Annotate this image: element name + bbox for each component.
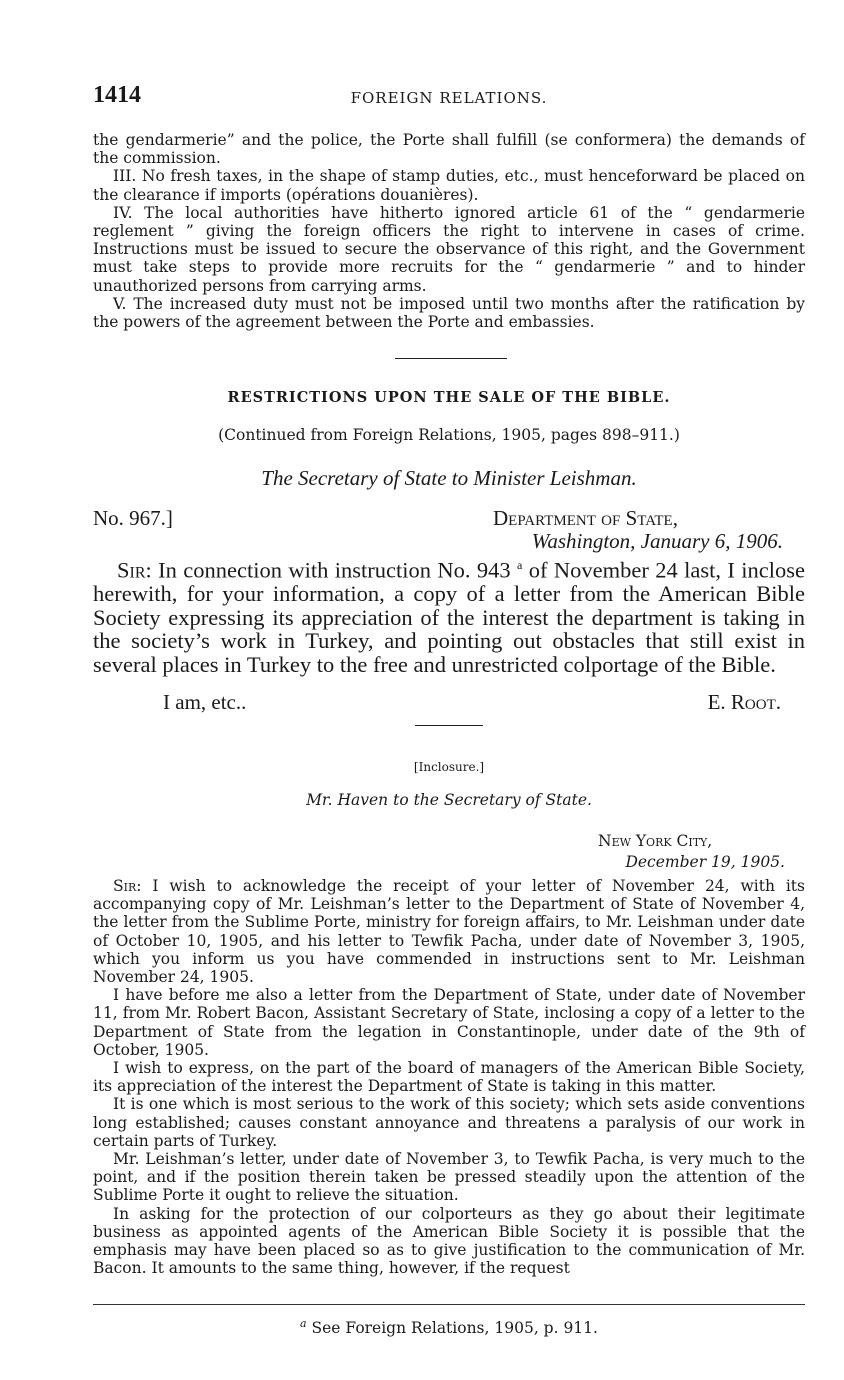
inclosure-heading: Mr. Haven to the Secretary of State. [306, 791, 592, 809]
inclosure-paragraph: In asking for the protection of our colporteurs as they go about their legitimate business as appointed agents of the American Bible Society it is possible that the emphasis may have been placed so as to give justification to the communication of Mr. Bacon. It amounts to the same thing, however, if the request [93, 1204, 805, 1278]
inclosure-date: December 19, 1905. [625, 853, 785, 871]
letter-salutation: Sir: [117, 557, 152, 583]
section-divider [395, 358, 507, 359]
letter-number: No. 967.] [93, 506, 173, 530]
intro-paragraph: V. The increased duty must not be imposed until two months after the ratification by the powers of the agreement between the Porte and embassies. [93, 294, 805, 332]
section-continued-note: (Continued from Foreign Relations, 1905, pages 898–911.) [218, 426, 680, 444]
footnote-rule [93, 1304, 805, 1305]
letter-department: Department of State, [493, 506, 678, 530]
letter-signature: E. Root. [707, 690, 781, 714]
inclosure-paragraph-text: I wish to acknowledge the receipt of your letter of November 24, with its accompanying copy of Mr. Leishman’s letter to the Department of State of November 4, the letter from the Sublime Porte, ministry for foreign affairs, to Mr. Leishman under date of October 10, 1905, and his letter to Tewfik Pacha, under date of November 3, 1905, which you inform us you have commended in instructions sent to Mr. Leishman November 24, 1905. [93, 877, 805, 987]
intro-paragraph: IV. The local authorities have hitherto ignored article 61 of the “ gendarmerie reglement ” giving the foreign officers the right to intervene in cases of crime. Instructions must be issued to secure the observance of this right, and the Government must take steps to provide more recruits for the “ gendarmerie ” and to hinder unauthorized persons from carrying arms. [93, 203, 805, 295]
section-title: RESTRICTIONS UPON THE SALE OF THE BIBLE. [227, 389, 671, 406]
footnote-ref: a [517, 558, 523, 572]
footnote-text: See Foreign Relations, 1905, p. 911. [311, 1319, 598, 1338]
letter-closing: I am, etc.. [163, 690, 247, 714]
inclosure-paragraph [93, 877, 805, 986]
letter-heading: The Secretary of State to Minister Leishman. [261, 466, 637, 490]
inclosure-paragraph: It is one which is most serious to the work of this society; which sets aside conventions long established; causes constant annoyance and threatens a paralysis of our work in certain parts of Turkey. [93, 1095, 805, 1150]
page-header [93, 82, 805, 112]
inclosure-place: New York City, [598, 832, 713, 850]
inclosure-paragraph: I have before me also a letter from the Department of State, under date of November 11, from Mr. Robert Bacon, Assistant Secretary of State, inclosing a copy of a letter to the Department of State from the legation in Constantinople, under date of the 9th of October, 1905. [93, 986, 805, 1059]
intro-text [93, 131, 805, 331]
letter-divider [415, 725, 483, 726]
inclosure-text [93, 877, 805, 1277]
footnote-marker: a [300, 1317, 307, 1330]
inclosure-paragraph: Mr. Leishman’s letter, under date of November 3, to Tewfik Pacha, is very much to the point, and if the position therein taken be pressed steadily upon the attention of the Sublime Porte it ought to relieve the situation. [93, 1150, 805, 1205]
intro-paragraph: the gendarmerie” and the police, the Porte shall fulfill (se conformera) the demands of the commission. [93, 131, 805, 168]
letter-body-a: In connection with instruction No. 943 [158, 557, 511, 583]
inclosure-paragraph: I wish to express, on the part of the board of managers of the American Bible Society, its appreciation of the interest the Department of State is taking in this matter. [93, 1059, 805, 1096]
letter-place-date: Washington, January 6, 1906. [531, 529, 783, 553]
page-number: 1414 [93, 82, 141, 108]
inclosure-label: [Inclosure.] [413, 760, 485, 774]
letter-body-b: of November 24 last, I inclose herewith, for your information, a copy of a letter from the American Bible Society expressing its appreciation of the interest the department is taking in the society’s work in Turkey, and pointing out obstacles that still exist in several places in Turkey to the free and unrestricted colportage of the Bible. [93, 557, 805, 677]
inclosure-salutation: Sir: [113, 877, 142, 895]
footnote [93, 1317, 805, 1337]
running-title: FOREIGN RELATIONS. [350, 89, 548, 107]
intro-paragraph: III. No fresh taxes, in the shape of stamp duties, etc., must henceforward be placed on the clearance if imports (opérations douanières). [93, 167, 805, 204]
letter-body [93, 554, 805, 676]
